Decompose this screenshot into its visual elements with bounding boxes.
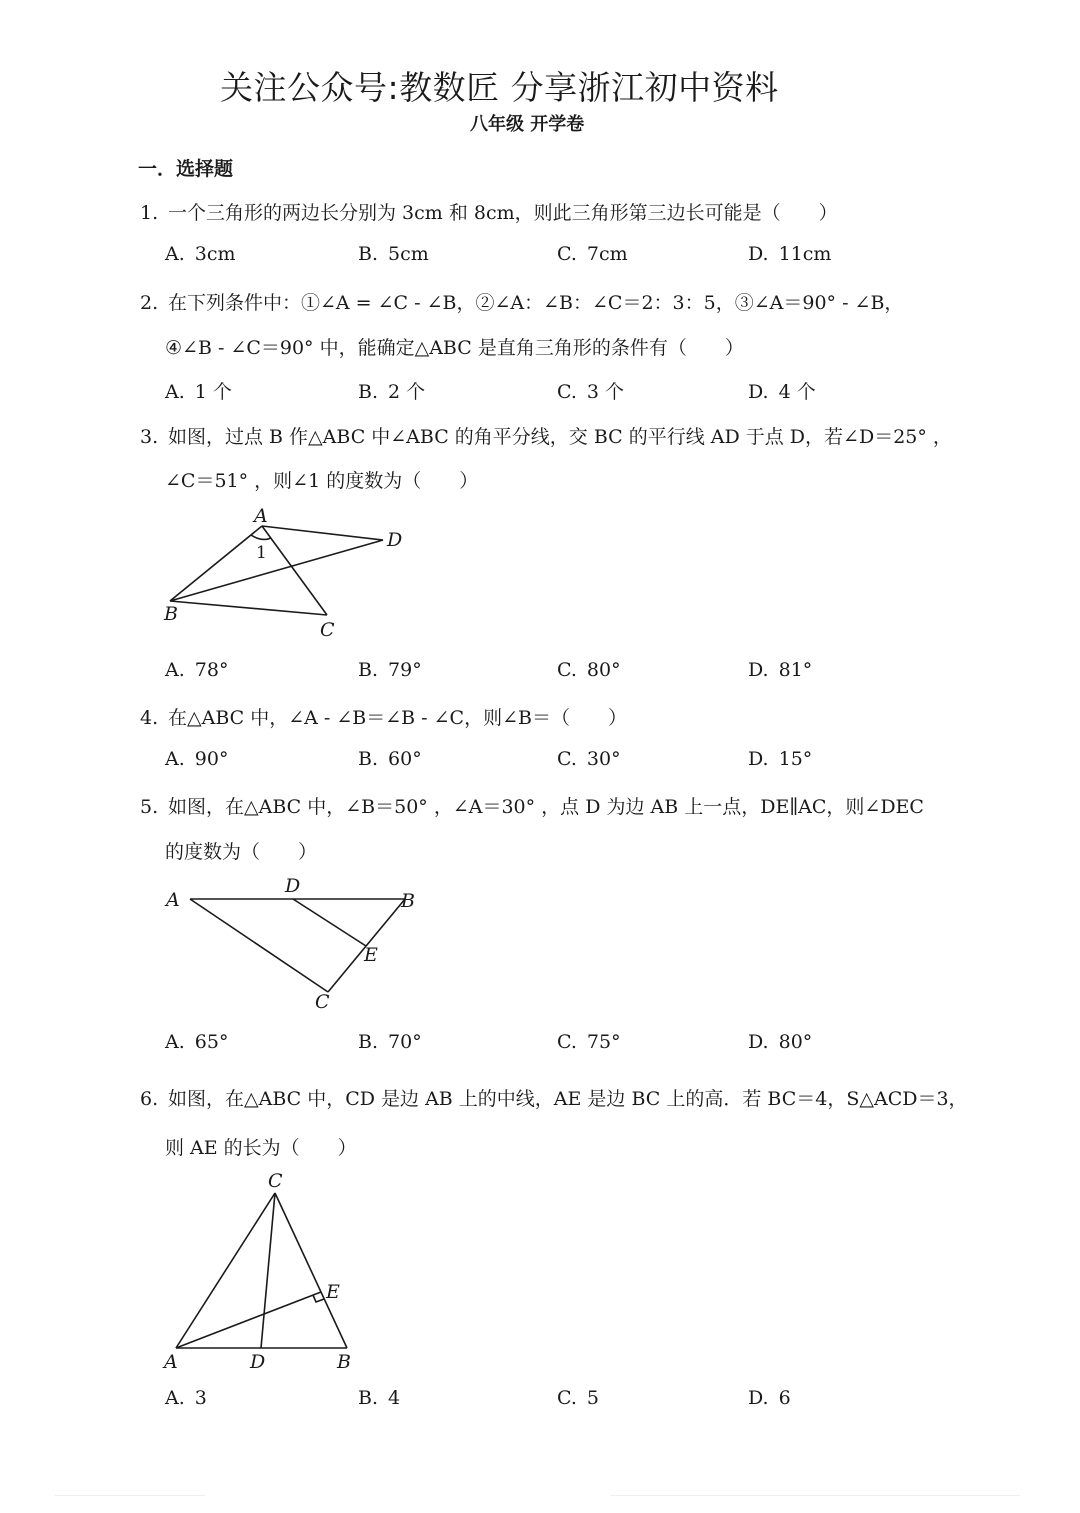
label-a: A xyxy=(254,505,268,527)
page-edge-line xyxy=(610,1495,1020,1496)
option-c: C. 7cm xyxy=(557,243,628,265)
label-b: B xyxy=(401,890,415,912)
figure-question-5 xyxy=(150,870,440,1020)
option-b: B. 79° xyxy=(358,659,422,681)
option-d: D. 80° xyxy=(748,1031,813,1053)
question-1 xyxy=(140,198,838,225)
option-c: C. 3 个 xyxy=(557,381,625,403)
label-e: E xyxy=(326,1281,340,1303)
option-c: C. 80° xyxy=(557,659,621,681)
option-d: D. 4 个 xyxy=(748,381,816,403)
question-number: 6. xyxy=(140,1088,159,1110)
question-text: 一个三角形的两边长分别为 3cm 和 8cm，则此三角形第三边长可能是（ ） xyxy=(168,202,838,224)
option-c: C. 75° xyxy=(557,1031,621,1053)
label-c: C xyxy=(320,619,335,641)
label-c: C xyxy=(315,991,330,1013)
question-text: 在下列条件中：①∠A = ∠C - ∠B，②∠A：∠B：∠C＝2：3：5，③∠A＝90° - ∠B， xyxy=(168,292,904,314)
question-number: 1. xyxy=(140,202,159,224)
option-a: A. 90° xyxy=(165,748,229,770)
section-title: 一．选择题 xyxy=(138,158,234,180)
option-a: A. 3cm xyxy=(165,243,236,265)
exam-subtitle: 八年级 开学卷 xyxy=(470,114,585,135)
question-text-continued: ∠C＝51° ，则∠1 的度数为（ ） xyxy=(165,470,479,492)
label-d: D xyxy=(250,1351,266,1373)
question-text: 如图，过点 B 作△ABC 中∠ABC 的角平分线，交 BC 的平行线 AD 于点 D，若∠D＝25° ， xyxy=(168,426,952,448)
question-number: 5. xyxy=(140,796,159,818)
option-b: B. 60° xyxy=(358,748,422,770)
option-a: A. 1 个 xyxy=(165,381,232,403)
option-a: A. 78° xyxy=(165,659,229,681)
question-number: 2. xyxy=(140,292,159,314)
question-text: 如图，在△ABC 中，∠B＝50° ，∠A＝30° ，点 D 为边 AB 上一点，DE∥AC，则∠DEC xyxy=(168,796,924,818)
label-b: B xyxy=(164,603,178,625)
option-b: B. 70° xyxy=(358,1031,422,1053)
option-b: B. 2 个 xyxy=(358,381,426,403)
question-3 xyxy=(140,422,952,449)
question-number: 4. xyxy=(140,707,159,729)
label-angle-1: 1 xyxy=(256,543,267,563)
question-2 xyxy=(140,288,903,315)
label-d: D xyxy=(285,875,301,897)
question-text-continued: 则 AE 的长为（ ） xyxy=(165,1137,357,1159)
option-d: D. 81° xyxy=(748,659,813,681)
label-e: E xyxy=(364,944,378,966)
label-a: A xyxy=(166,889,180,911)
label-b: B xyxy=(337,1351,351,1373)
option-d: D. 11cm xyxy=(748,243,832,265)
option-c: C. 5 xyxy=(557,1387,599,1409)
option-b: B. 5cm xyxy=(358,243,429,265)
option-c: C. 30° xyxy=(557,748,621,770)
option-d: D. 6 xyxy=(748,1387,791,1409)
question-6 xyxy=(140,1084,968,1111)
figure-question-6 xyxy=(150,1165,390,1375)
question-text-continued: 的度数为（ ） xyxy=(165,841,318,863)
figure-question-3 xyxy=(150,500,420,650)
question-text: 如图，在△ABC 中，CD 是边 AB 上的中线，AE 是边 BC 上的高．若 BC＝4，S△ACD＝3， xyxy=(168,1088,968,1110)
page-banner: 关注公众号:教数匠 分享浙江初中资料 xyxy=(220,68,779,107)
question-4 xyxy=(140,703,627,730)
page-edge-line xyxy=(55,1495,205,1496)
option-a: A. 65° xyxy=(165,1031,229,1053)
label-c: C xyxy=(268,1170,283,1192)
label-d: D xyxy=(387,529,403,551)
question-text: 在△ABC 中，∠A - ∠B＝∠B - ∠C，则∠B＝（ ） xyxy=(168,707,627,729)
option-a: A. 3 xyxy=(165,1387,207,1409)
question-number: 3. xyxy=(140,426,159,448)
option-d: D. 15° xyxy=(748,748,813,770)
label-a: A xyxy=(164,1351,178,1373)
option-b: B. 4 xyxy=(358,1387,401,1409)
question-5 xyxy=(140,792,924,819)
question-text-continued: ④∠B - ∠C＝90° 中，能确定△ABC 是直角三角形的条件有（ ） xyxy=(165,337,744,359)
